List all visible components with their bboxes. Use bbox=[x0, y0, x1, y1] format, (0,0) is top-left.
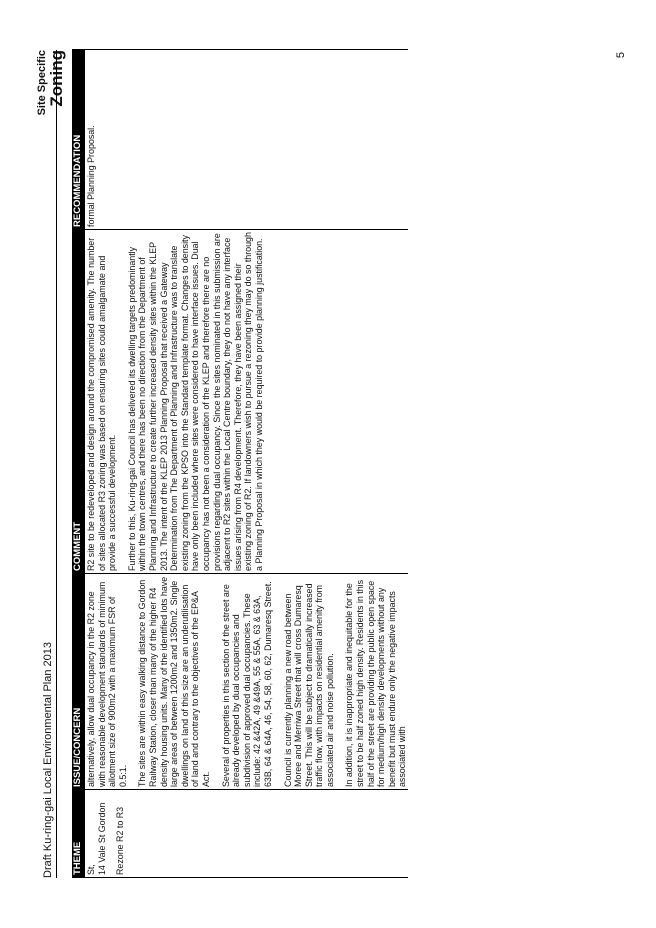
issue-cell bbox=[85, 574, 409, 790]
section-heading bbox=[36, 50, 66, 115]
comment-cell bbox=[85, 230, 409, 574]
section-subtitle: Site Specific bbox=[36, 50, 48, 116]
table-row bbox=[85, 50, 409, 878]
issue-paragraph: Several of properties in this section of the street are already developed by dual occupancies and subdivision of approved dual occupancies. These include: 42 &42A, 49 &49A, 55 & 55A, 63 & 63A, 63B, 64 & 64A, 46, 54, 58, 60, 62, Dumaresq Street. bbox=[220, 581, 273, 787]
column-header-recommendation: RECOMMENDATION bbox=[73, 50, 85, 230]
issue-paragraph: alternatively, allow dual occupancy in the R2 zone with reasonable development standards of minimum allotment size of 900m2 with a maximum FSR of 0.5:1. bbox=[86, 581, 128, 787]
comment-paragraph: Further to this, Ku-ring-gai Council has delivered its dwelling targets predominantly within the town centres, and there has been no direction from the Department of Planning and Infrastructure to create further increased density sites within the KLEP 2013. The intent of the KLEP 2013 Planning Proposal that received a Gateway Determination from The Department of Planning and Infrastructure was to translate existing zoning from the KPSO into the Standard template format. Changes to density have only been included where sites were considered to have interface issues. Dual occupancy has not been a consideration of the KLEP and therefore there are no provisions regarding dual occupancy. Since the sites nominated in this submission are adjacent to R2 sites within the Local Centre boundary, they do not have any interface issues arising from R4 development. Therefore, they have been assigned their existing zoning of R2. If landowners wish to pursue a rezoning they may do so through a Planning Proposal in which they would be required to provide planning justification. bbox=[126, 232, 264, 571]
comment-paragraph: R2 site to be redeveloped and design around the compromised amenity. The number of sites allocated R3 zoning was based on ensuring sites could amalgamate and provide a successful development. bbox=[86, 237, 118, 571]
theme-address: 14 Vale St Gordon bbox=[96, 802, 107, 875]
column-header-issue: ISSUE/CONCERN bbox=[73, 574, 85, 790]
recommendation-cell bbox=[85, 50, 409, 230]
section-title: Zoning bbox=[47, 50, 66, 107]
recommendation-paragraph: formal Planning Proposal. bbox=[86, 125, 96, 227]
column-header-theme: THEME bbox=[73, 790, 85, 878]
header-rule bbox=[56, 50, 57, 878]
rotated-page bbox=[36, 50, 644, 878]
theme-cell bbox=[85, 790, 409, 878]
issue-paragraph: The sites are within easy walking distance to Gordon Railway Station, closer than many of the higher R4 density housing units. Many of the identified lots have large areas of between 1200m2 and 1350m2. Single dwellings on land of this size are an underutilisation of land and contrary to the objectives of the EP&A Act. bbox=[137, 576, 211, 787]
theme-rezone: Rezone R2 to R3 bbox=[115, 806, 126, 875]
column-header-comment: COMMENT bbox=[73, 230, 85, 574]
theme-street: St, bbox=[86, 864, 96, 875]
document-title: Draft Ku-ring-gai Local Environmental Plan 2013 bbox=[42, 641, 54, 878]
table-header-row bbox=[73, 50, 85, 878]
page-number: 5 bbox=[615, 51, 627, 59]
issue-paragraph: Council is currently planning a new road between Moree and Merriwa Street that will cross Dumaresq Street. This will be subject to dramatically increased traffic flow, with impacts on residential amenity from associated air and noise pollution. bbox=[282, 583, 335, 787]
issue-paragraph: In addition, it is inappropriate and inequitable for the street to be half zoned high density. Residents in this half of the street are providing the public open space for medium/high density developments without any benefit but must endure only the negative impacts associated with bbox=[344, 579, 408, 787]
submissions-table bbox=[72, 49, 408, 878]
